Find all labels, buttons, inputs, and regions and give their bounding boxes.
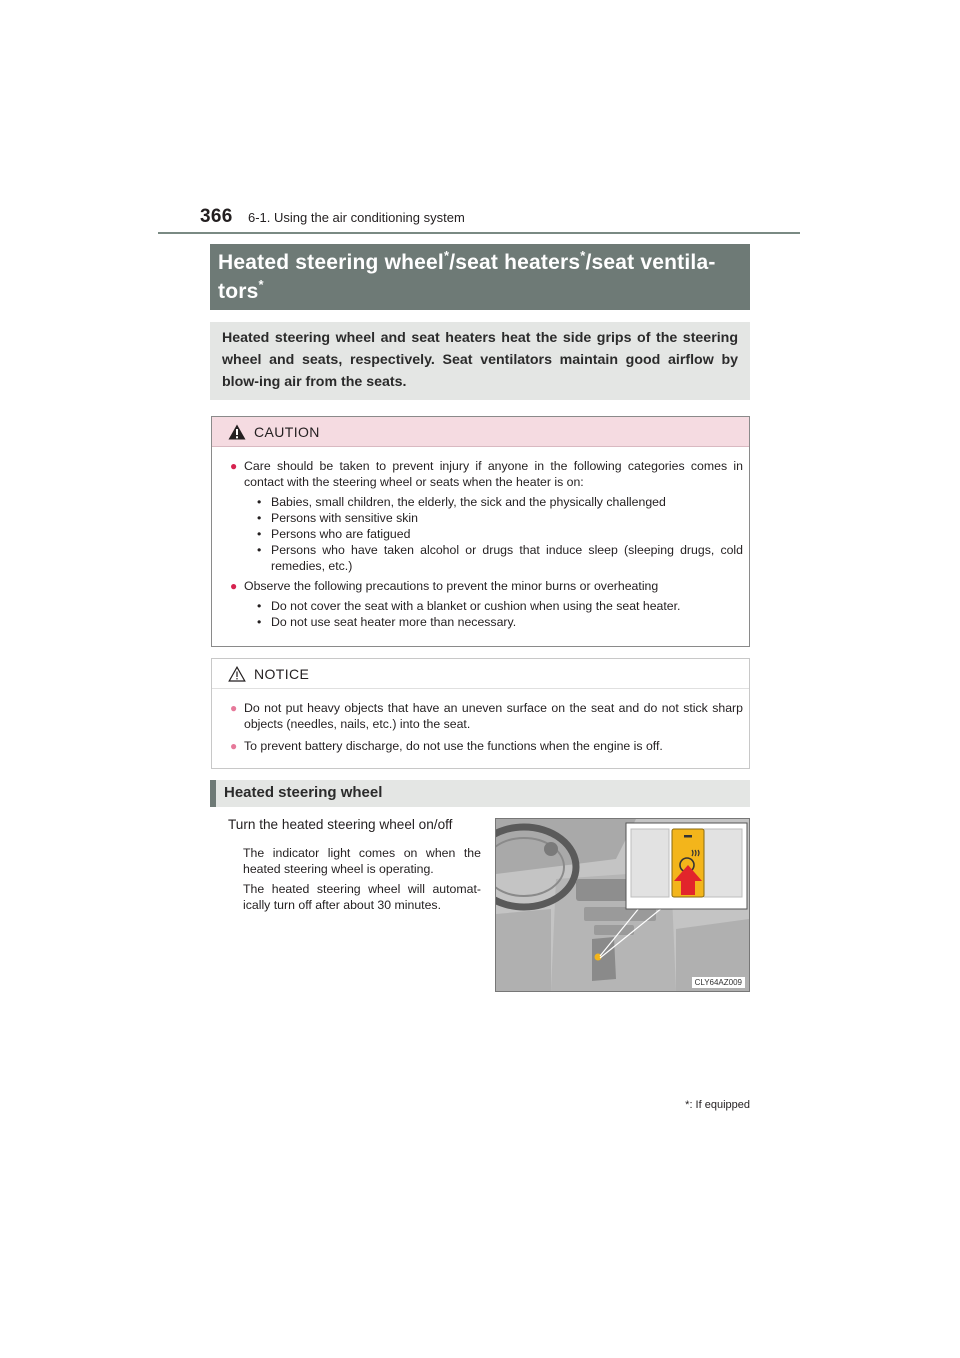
notice-box — [211, 658, 750, 769]
sub-item-text: Persons with sensitive skin — [271, 511, 418, 525]
sub-item-text: Persons who are fatigued — [271, 527, 411, 541]
section-heading — [210, 780, 750, 807]
caution-body — [212, 447, 749, 630]
caution-item-text: Care should be taken to prevent injury if anyone in the following categories comes in contact with the steering wheel or seats when the heater is on: — [244, 459, 743, 489]
caution-label: CAUTION — [254, 424, 320, 440]
caution-sub-list — [244, 598, 743, 630]
warning-outline-icon — [228, 666, 246, 682]
footnote-text: : If equipped — [689, 1099, 750, 1111]
intro-box — [210, 322, 750, 400]
title-star-3: * — [258, 277, 264, 292]
section-accent — [210, 780, 216, 807]
caution-sub-item — [244, 494, 743, 510]
sub-item-text: Babies, small children, the elderly, the sick and the physically challenged — [271, 495, 666, 509]
notice-label: NOTICE — [254, 666, 310, 682]
sub-bullet: • — [257, 543, 262, 557]
notice-item-text: To prevent battery discharge, do not use the functions when the engine is off. — [244, 739, 663, 753]
notice-item — [230, 700, 743, 732]
section-heading-label: Heated steering wheel — [224, 784, 383, 801]
intro-text: Heated steering wheel and seat heaters heat the side grips of the steering wheel and seats, respectively. Seat ventilators maintain good airflow by blow-ing air from the seats. — [222, 330, 738, 390]
caution-sub-item — [244, 510, 743, 526]
caution-item — [230, 578, 743, 630]
page-title — [210, 244, 750, 310]
caution-item-text: Observe the following precautions to prevent the minor burns or overheating — [244, 579, 659, 593]
note-auto-off: The heated steering wheel will automat-ically turn off after about 30 minutes. — [243, 882, 481, 912]
title-part-3: /seat ventila- — [585, 251, 716, 274]
notice-item — [230, 738, 743, 754]
caution-item — [230, 458, 743, 574]
sub-bullet: • — [257, 495, 262, 509]
sub-item-text: Do not cover the seat with a blanket or cushion when using the seat heater. — [271, 599, 681, 613]
note-indicator-light: The indicator light comes on when the heated steering wheel is operating. — [243, 846, 481, 876]
sub-item-text: Do not use seat heater more than necessary. — [271, 615, 517, 629]
sub-bullet: • — [257, 527, 262, 541]
footnote-star: * — [685, 1099, 690, 1111]
caution-box — [211, 416, 750, 647]
caution-bullet: ● — [230, 459, 238, 473]
caution-bullet: ● — [230, 579, 238, 593]
dashboard-illustration — [495, 818, 750, 992]
notice-body — [212, 689, 749, 754]
instruction: Turn the heated steering wheel on/off — [228, 817, 453, 832]
title-star-2: * — [580, 248, 586, 263]
footnote — [685, 1099, 750, 1111]
caution-sub-item — [244, 542, 743, 574]
warning-triangle-icon — [228, 424, 246, 440]
title-part-4: tors — [218, 280, 259, 303]
sub-bullet: • — [257, 511, 262, 525]
notice-bullet: ● — [230, 739, 238, 753]
caution-sub-list — [244, 494, 743, 574]
notice-bullet: ● — [230, 701, 238, 715]
running-header: 6-1. Using the air conditioning system — [248, 210, 465, 225]
title-part-1: Heated steering wheel — [218, 251, 444, 274]
title-part-2: /seat heaters — [449, 251, 581, 274]
caution-sub-item — [244, 614, 743, 630]
title-star-1: * — [443, 248, 450, 263]
caution-sub-item — [244, 598, 743, 614]
notice-item-text: Do not put heavy objects that have an uneven surface on the seat and do not stick sharp objects (needles, nails, etc.) into the seat. — [244, 701, 743, 731]
notice-header — [212, 659, 749, 689]
caution-sub-item — [244, 526, 743, 542]
sub-bullet: • — [257, 615, 262, 629]
dashboard-drawing — [496, 819, 749, 991]
page-number: 366 — [200, 206, 233, 227]
header-rule — [158, 232, 800, 234]
figure-code: CLY64AZ009 — [692, 977, 745, 988]
sub-item-text: Persons who have taken alcohol or drugs that induce sleep (sleeping drugs, cold remedies, etc.) — [271, 543, 743, 573]
caution-header — [212, 417, 749, 447]
sub-bullet: • — [257, 599, 262, 613]
